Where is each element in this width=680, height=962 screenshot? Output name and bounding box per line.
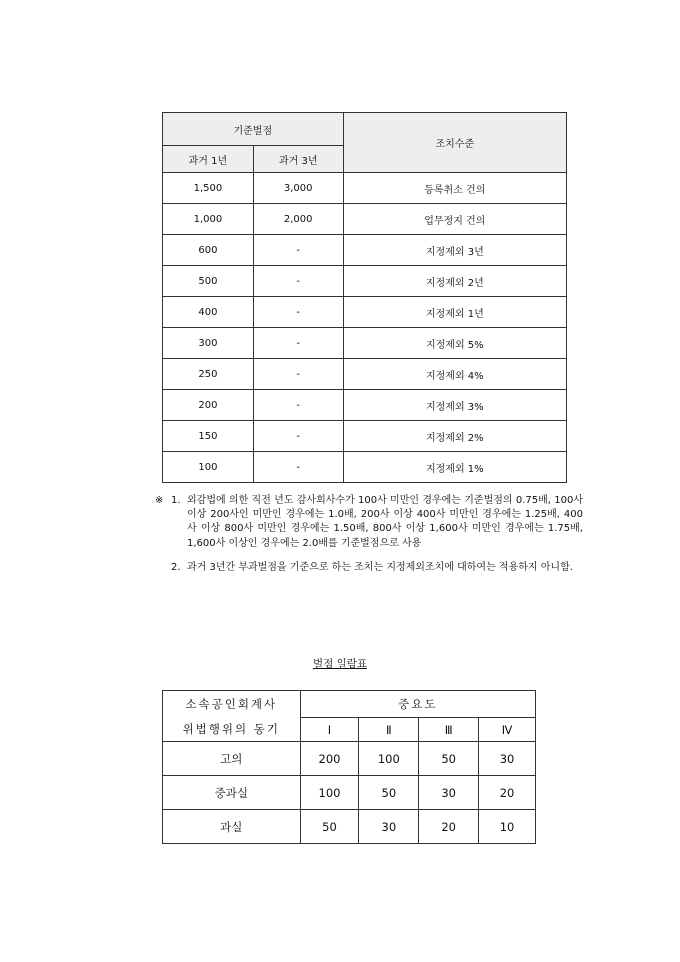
row-label: 중과실 <box>163 776 301 810</box>
table-row <box>163 235 567 266</box>
cell-action: 지정제외 2% <box>343 421 566 452</box>
cell-past-1-year: 1,000 <box>163 204 254 235</box>
penalty-threshold-table <box>162 112 567 483</box>
cell-past-3-years: - <box>253 390 343 421</box>
cell-past-1-year: 100 <box>163 452 254 483</box>
footnotes <box>155 494 583 575</box>
table-row <box>163 742 536 776</box>
cell-value: 10 <box>479 810 536 844</box>
table-row <box>163 421 567 452</box>
note-number: 2. <box>171 561 181 573</box>
footnote-item <box>155 561 583 575</box>
table-row <box>163 452 567 483</box>
cell-action: 등록취소 건의 <box>343 173 566 204</box>
cell-action: 지정제외 5% <box>343 328 566 359</box>
level-header: Ⅳ <box>479 718 536 742</box>
note-text: 외감법에 의한 직전 년도 감사회사수가 100사 미만인 경우에는 기준벌점의 0.75배, 100사 이상 200사인 미만인 경우에는 1.0배, 200사 이상 400사 미만인 경우에는 1.25배, 400사 이상 800사 미만인 경우에는 1.50배, 800사 이상 1,600사 미만인 경우에는 1.75배, 1,600사 이상인 경우에는 2.0배를 기준벌점으로 사용 <box>187 495 583 549</box>
row-header-line1: 소속공인회계사 <box>163 691 301 718</box>
cell-past-3-years: - <box>253 328 343 359</box>
cell-value: 30 <box>479 742 536 776</box>
note-text: 과거 3년간 부과벌점을 기준으로 하는 조치는 지정제외조치에 대하여는 적용하지 아니함. <box>187 561 573 573</box>
header-past-1-year: 과거 1년 <box>163 146 254 173</box>
cell-value: 200 <box>300 742 359 776</box>
cell-value: 20 <box>419 810 479 844</box>
cell-past-1-year: 500 <box>163 266 254 297</box>
cell-past-3-years: - <box>253 297 343 328</box>
note-mark: ※ <box>155 495 164 506</box>
penalty-points-table <box>162 690 536 844</box>
cell-past-3-years: 3,000 <box>253 173 343 204</box>
cell-action: 지정제외 3% <box>343 390 566 421</box>
cell-value: 30 <box>359 810 419 844</box>
cell-past-1-year: 600 <box>163 235 254 266</box>
level-header: Ⅱ <box>359 718 419 742</box>
cell-past-3-years: - <box>253 235 343 266</box>
footnote-item <box>155 494 583 551</box>
cell-value: 50 <box>300 810 359 844</box>
row-label: 고의 <box>163 742 301 776</box>
cell-past-3-years: - <box>253 421 343 452</box>
table-row <box>163 776 536 810</box>
header-base-points: 기준벌점 <box>163 113 344 146</box>
header-importance: 중요도 <box>300 691 535 718</box>
cell-past-1-year: 250 <box>163 359 254 390</box>
cell-action: 지정제외 1% <box>343 452 566 483</box>
cell-past-3-years: - <box>253 359 343 390</box>
table-row <box>163 204 567 235</box>
cell-past-3-years: - <box>253 266 343 297</box>
cell-action: 지정제외 3년 <box>343 235 566 266</box>
cell-action: 업무정지 건의 <box>343 204 566 235</box>
cell-value: 30 <box>419 776 479 810</box>
cell-value: 100 <box>359 742 419 776</box>
table-row <box>163 266 567 297</box>
cell-past-1-year: 200 <box>163 390 254 421</box>
cell-past-1-year: 300 <box>163 328 254 359</box>
header-action-level: 조치수준 <box>343 113 566 173</box>
cell-value: 20 <box>479 776 536 810</box>
header-past-3-years: 과거 3년 <box>253 146 343 173</box>
cell-action: 지정제외 4% <box>343 359 566 390</box>
table-row <box>163 810 536 844</box>
cell-value: 100 <box>300 776 359 810</box>
cell-action: 지정제외 1년 <box>343 297 566 328</box>
cell-past-1-year: 1,500 <box>163 173 254 204</box>
level-header: Ⅲ <box>419 718 479 742</box>
note-number: 1. <box>171 495 181 506</box>
level-header: Ⅰ <box>300 718 359 742</box>
cell-past-1-year: 400 <box>163 297 254 328</box>
cell-value: 50 <box>359 776 419 810</box>
cell-past-1-year: 150 <box>163 421 254 452</box>
penalty-table-title: 벌점 일람표 <box>312 658 368 670</box>
cell-past-3-years: 2,000 <box>253 204 343 235</box>
row-label: 과실 <box>163 810 301 844</box>
table-row <box>163 328 567 359</box>
table-row <box>163 297 567 328</box>
cell-action: 지정제외 2년 <box>343 266 566 297</box>
table-row <box>163 390 567 421</box>
table-row <box>163 359 567 390</box>
table-row <box>163 173 567 204</box>
cell-value: 50 <box>419 742 479 776</box>
cell-past-3-years: - <box>253 452 343 483</box>
row-header-line2: 위법행위의 동기 <box>163 718 301 742</box>
